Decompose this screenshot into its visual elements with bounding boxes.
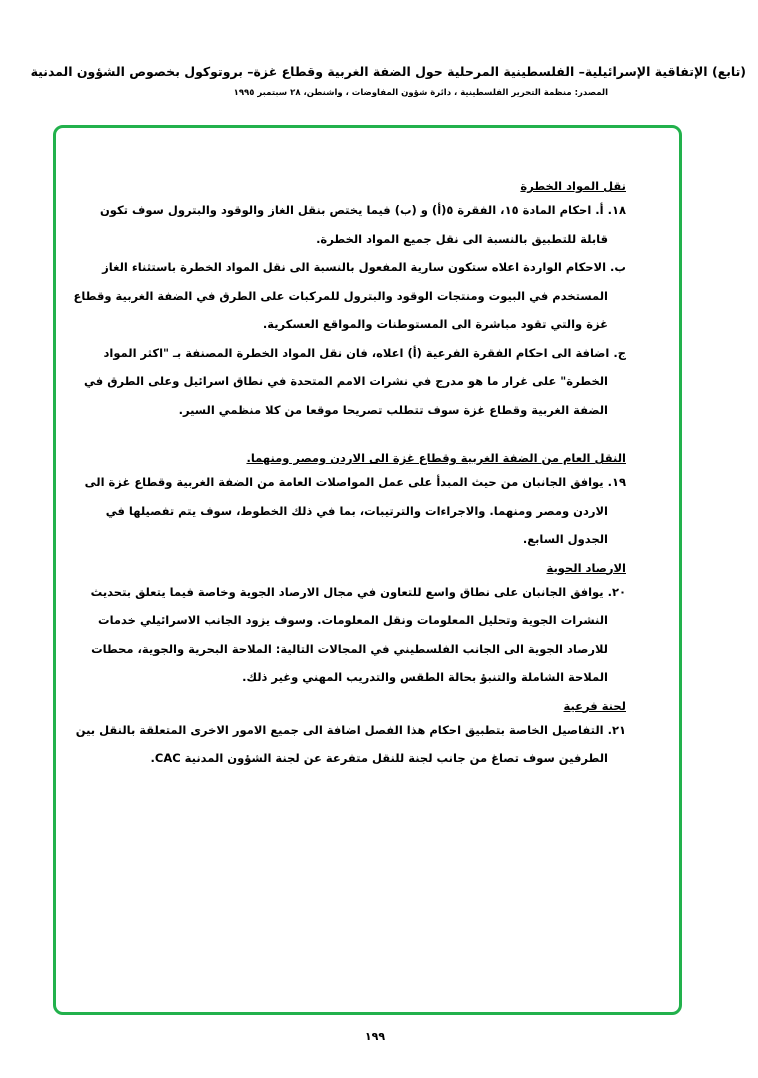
section-heading: الارصاد الجوية (546, 560, 626, 575)
paragraph-line: الملاحة الشاملة والتنبؤ بحالة الطقس والتدريب المهني وغير ذلك. (242, 670, 608, 684)
paragraph-line: الضفة الغربية وقطاع غزة سوف تتطلب تصريحا موقعا من كلا منظمي السير. (178, 402, 608, 417)
page-number: ١٩٩ (364, 1030, 386, 1043)
section-heading: لجنة فرعية (563, 698, 626, 713)
paragraph-line: الاردن ومصر ومنهما. والاجراءات والترتيبات، بما في ذلك الخطوط، سوف يتم تفصيلها في (105, 503, 608, 518)
paragraph-line: ج. اضافة الى احكام الفقرة الفرعية (أ) اعلاه، فان نقل المواد الخطرة المصنفة بـ "اكثر المواد (103, 345, 626, 360)
document-title: (تابع) الإتفاقية الإسرائيلية– الفلسطينية المرحلية حول الضفة الغربية وقطاع غزة– بروتوكول بخصوص الشؤون المدنية (30, 64, 746, 79)
paragraph-line: غزة والتي تقود مباشرة الى المستوطنات والمواقع العسكرية. (262, 317, 608, 331)
paragraph-line: الجدول السابع. (522, 532, 608, 546)
paragraph-line: المستخدم في البيوت ومنتجات الوقود والبترول للمركبات على الطرق في الضفة الغربية وقطاع (73, 288, 608, 303)
paragraph-line: ٢١. التفاصيل الخاصة بتطبيق احكام هذا الفصل اضافة الى جميع الامور الاخرى المتعلقة بالنقل بين (75, 722, 626, 737)
paragraph-line: ١٩. يوافق الجانبان من حيث المبدأ على عمل المواصلات العامة من الضفة الغربية وقطاع غزة الى (84, 475, 626, 489)
section-heading: نقل المواد الخطرة (520, 179, 626, 193)
paragraph-line: ١٨. أ. احكام المادة ١٥، الفقرة ٥(أ) و (ب) فيما يختص بنقل الغاز والوقود والبترول سوف تكون (99, 203, 626, 217)
paragraph-line: للارصاد الجوية الى الجانب الفلسطيني في المجالات التالية: الملاحة البحرية والجوية، محطات (91, 641, 608, 656)
spacer (110, 428, 626, 448)
paragraph-line: ٢٠. يوافق الجانبان على نطاق واسع للتعاون في مجال الارصاد الجوية وخاصة فيما يتعلق بتحديث (90, 584, 626, 599)
paragraph-line: ب. الاحكام الواردة اعلاه ستكون سارية المفعول بالنسبة الى نقل المواد الخطرة باستثناء الغاز (102, 260, 626, 274)
section-heading: النقل العام من الضفة الغربية وقطاع غزة الى الاردن ومصر ومنهما. (246, 451, 626, 465)
paragraph-line: النشرات الجوية وتحليل المعلومات ونقل المعلومات. وسوف يزود الجانب الاسرائيلي خدمات (98, 613, 608, 627)
paragraph-line: قابلة للتطبيق بالنسبة الى نقل جميع المواد الخطرة. (316, 231, 608, 246)
document-body (73, 176, 626, 777)
paragraph-line: الخطرة" على غرار ما هو مدرج في نشرات الامم المتحدة في نطاق اسرائيل وعلى الطرق في (84, 374, 608, 388)
source-line: المصدر: منظمة التحرير الفلسطينية ، دائرة شؤون المفاوضات ، واشنطن، ٢٨ سبتمبر ١٩٩٥ (233, 88, 608, 98)
paragraph-line: الطرفين سوف تصاغ من جانب لجنة للنقل متفرعة عن لجنة الشؤون المدنية CAC. (150, 751, 608, 765)
